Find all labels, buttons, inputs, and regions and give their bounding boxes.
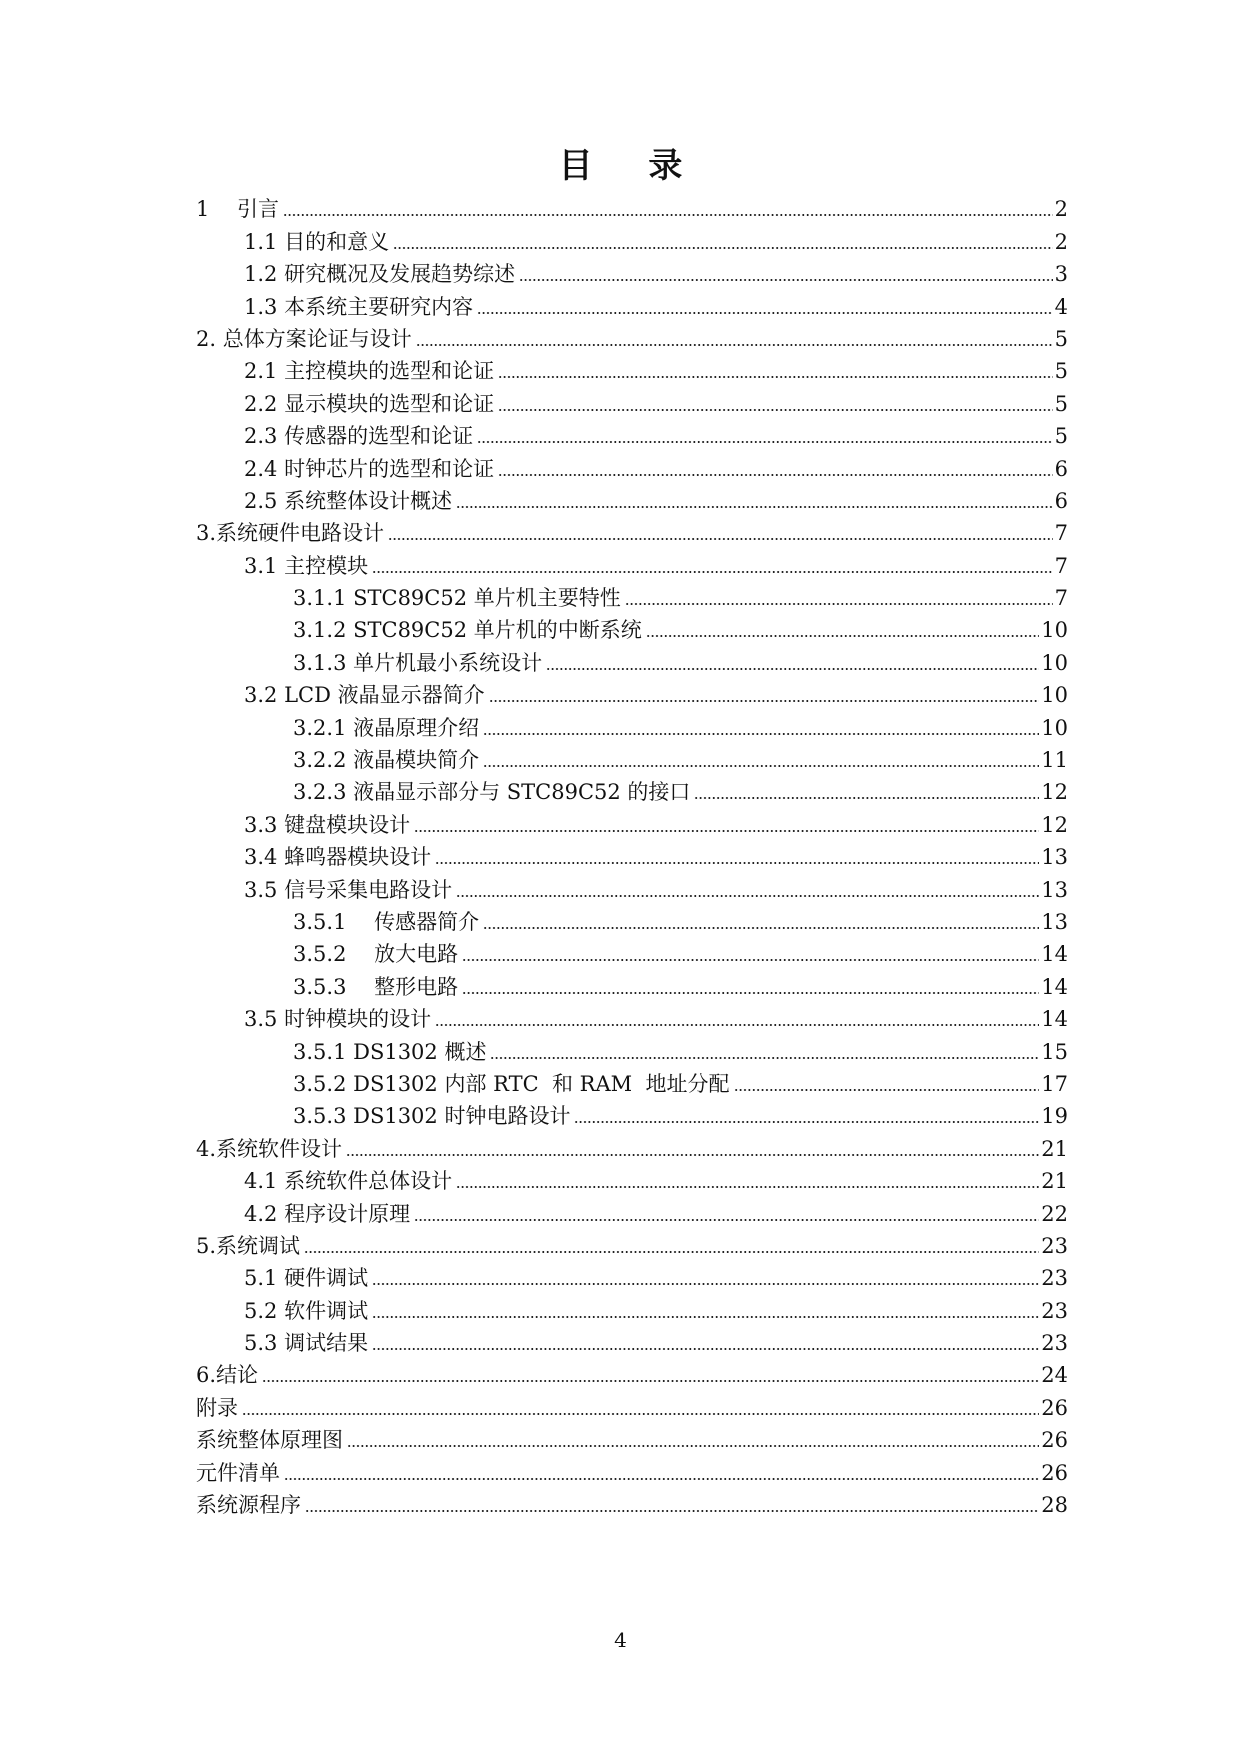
toc-entry[interactable] [196,708,1068,740]
toc-entry-number: 2.1 [244,359,285,384]
dot-leader [283,213,1053,217]
toc-entry-label: 结论 [216,1363,259,1388]
toc-entry-page: 13 [1041,845,1068,870]
toc-entry-page: 14 [1041,1007,1068,1032]
dot-leader [498,408,1053,412]
toc-entry-page: 7 [1054,586,1068,611]
toc-entry[interactable] [196,1032,1068,1064]
dot-leader [574,1120,1039,1124]
dot-leader [462,958,1039,962]
toc-entry-label: DS1302 时钟电路设计 [353,1104,571,1129]
toc-entry-page: 10 [1041,650,1068,675]
dot-leader [490,1056,1039,1060]
toc-entry[interactable] [196,1388,1068,1420]
toc-entry[interactable] [196,1486,1068,1518]
dot-leader [546,667,1039,671]
dot-leader [489,699,1040,703]
toc-entry-label: STC89C52 单片机主要特性 [353,586,621,611]
toc-entry-label: 系统调试 [216,1233,301,1258]
toc-entry-number: 1.3 [244,294,285,319]
dot-leader [483,926,1039,930]
toc-entry-number: 2.2 [244,391,285,416]
toc-entry-number: 2. [196,326,223,351]
toc-entry-page: 14 [1041,942,1068,967]
toc-entry-page: 23 [1041,1266,1068,1291]
toc-entry[interactable] [196,1162,1068,1194]
toc-entry-page: 7 [1054,521,1068,546]
toc-entry[interactable] [196,546,1068,578]
toc-entry-page: 10 [1041,683,1068,708]
page-number: 4 [614,1628,627,1652]
dot-leader [498,375,1053,379]
dot-leader [694,796,1039,800]
toc-entry-label: 硬件调试 [284,1266,369,1291]
toc-entry-page: 23 [1041,1298,1068,1323]
toc-entry[interactable] [196,417,1068,449]
toc-entry-label: 元件清单 [196,1460,280,1485]
toc-entry[interactable] [196,1129,1068,1161]
dot-leader [456,894,1039,898]
toc-entry-label: 蜂鸣器模块设计 [284,845,432,870]
toc-entry[interactable] [196,514,1068,546]
dot-leader [284,1477,1039,1481]
toc-entry[interactable] [196,1421,1068,1453]
toc-entry-page: 24 [1041,1363,1068,1388]
dot-leader [393,246,1053,250]
toc-entry-label: 单片机最小系统设计 [353,650,543,675]
toc-entry-label: 程序设计原理 [284,1201,411,1226]
dot-leader [519,278,1053,282]
toc-entry[interactable] [196,482,1068,514]
toc-entry[interactable] [196,1453,1068,1485]
toc-entry-number: 4. [196,1136,217,1161]
toc-entry[interactable] [196,870,1068,902]
dot-leader [305,1509,1039,1513]
toc-entry-label: 调试结果 [284,1331,369,1356]
toc-entry-label: 本系统主要研究内容 [284,294,474,319]
toc-entry-page: 10 [1041,715,1068,740]
toc-entry[interactable] [196,967,1068,999]
toc-entry-page: 6 [1054,488,1068,513]
toc-entry[interactable] [196,1291,1068,1323]
toc-entry-number: 3.5.2 [293,942,375,967]
toc-entry-number: 2.3 [244,424,285,449]
toc-entry-page: 7 [1054,553,1068,578]
toc-entry-number: 3.5.3 [293,974,375,999]
toc-entry[interactable] [196,449,1068,481]
toc-entry-number: 3.1 [244,553,285,578]
toc-entry[interactable] [196,1227,1068,1259]
dot-leader [477,440,1053,444]
toc-entry-label: 系统软件总体设计 [284,1169,453,1194]
toc-entry-label: 总体方案论证与设计 [222,326,412,351]
toc-entry-number: 3.1.2 [293,618,354,643]
toc-entry-label: 放大电路 [374,942,459,967]
toc-entry[interactable] [196,741,1068,773]
dot-leader [347,1444,1039,1448]
dot-leader [242,1412,1039,1416]
toc-entry-number: 1.2 [244,262,285,287]
toc-entry[interactable] [196,1324,1068,1356]
toc-entry-label: 键盘模块设计 [284,812,411,837]
dot-leader [477,311,1053,315]
toc-entry-number: 3.2.3 [293,780,354,805]
toc-entry-number: 3.5.2 [293,1071,354,1096]
toc-entry[interactable] [196,838,1068,870]
toc-entry[interactable] [196,255,1068,287]
toc-entry-page: 26 [1041,1460,1068,1485]
toc-entry-label: 系统硬件电路设计 [216,521,385,546]
toc-entry-label: STC89C52 单片机的中断系统 [353,618,642,643]
page-title: 目 录 [558,146,705,186]
toc-entry-number: 3.2.2 [293,748,354,773]
toc-entry[interactable] [196,384,1068,416]
toc-entry-label: 系统整体设计概述 [284,488,453,513]
toc-entry-number: 1.1 [244,229,285,254]
toc-entry-number: 4.2 [244,1201,285,1226]
toc-entry[interactable] [196,676,1068,708]
toc-entry-label: 软件调试 [284,1298,369,1323]
dot-leader [372,1347,1039,1351]
toc-entry-number: 6. [196,1363,217,1388]
toc-entry[interactable] [196,903,1068,935]
toc-entry-page: 17 [1041,1071,1068,1096]
toc-entry-label: 整形电路 [374,974,459,999]
toc-entry-number: 3.1.1 [293,586,354,611]
toc-entry[interactable] [196,222,1068,254]
toc-entry-page: 11 [1041,748,1068,773]
toc-entry-number: 1 [196,197,238,222]
toc-entry-number: 3.2 [244,683,285,708]
toc-entry-page: 26 [1041,1395,1068,1420]
toc-entry-page: 3 [1054,262,1068,287]
toc-entry-page: 2 [1054,197,1068,222]
toc-entry-label: 液晶显示部分与 STC89C52 的接口 [353,780,691,805]
toc-entry-page: 23 [1041,1331,1068,1356]
toc-entry-page: 23 [1041,1233,1068,1258]
toc-entry-page: 13 [1041,877,1068,902]
dot-leader [262,1379,1039,1383]
dot-leader [372,1282,1039,1286]
dot-leader [414,1218,1039,1222]
toc-entry[interactable] [196,190,1068,222]
toc-entry-page: 6 [1054,456,1068,481]
dot-leader [304,1250,1039,1254]
toc-entry[interactable] [196,773,1068,805]
toc-entry-number: 3.5.3 [293,1104,354,1129]
dot-leader [646,634,1040,638]
toc-entry-label: 系统整体原理图 [196,1428,343,1453]
toc-entry-label: 附录 [196,1395,238,1420]
toc-entry-number: 4.1 [244,1169,285,1194]
dot-leader [372,570,1053,574]
toc-entry-label: LCD 液晶显示器简介 [284,683,485,708]
toc-entry-label: 系统源程序 [196,1493,301,1518]
toc-entry[interactable] [196,1194,1068,1226]
toc-entry[interactable] [196,1065,1068,1097]
toc-entry-number: 3.3 [244,812,285,837]
toc-entry-page: 26 [1041,1428,1068,1453]
toc-entry-page: 14 [1041,974,1068,999]
toc-entry[interactable] [196,1097,1068,1129]
toc-entry-number: 3.5.1 [293,1039,354,1064]
toc-entry-page: 10 [1041,618,1068,643]
toc-entry-label: 传感器简介 [374,909,480,934]
toc-entry[interactable] [196,611,1068,643]
toc-entry-label: 显示模块的选型和论证 [284,391,495,416]
dot-leader [346,1153,1039,1157]
toc-entry-page: 21 [1041,1136,1068,1161]
toc-entry-page: 5 [1054,424,1068,449]
dot-leader [734,1088,1040,1092]
dot-leader [625,602,1053,606]
toc-entry-page: 28 [1041,1493,1068,1518]
toc-entry-label: 时钟芯片的选型和论证 [284,456,495,481]
toc-entry[interactable] [196,1000,1068,1032]
toc-entry-label: 主控模块 [284,553,369,578]
toc-entry-label: 系统软件设计 [216,1136,343,1161]
toc-entry-label: 液晶模块简介 [353,748,480,773]
toc-entry-number: 3.1.3 [293,650,354,675]
toc-entry-page: 5 [1054,391,1068,416]
toc-entry-number: 5. [196,1233,217,1258]
toc-entry-number: 5.3 [244,1331,285,1356]
toc-entry-number: 3.2.1 [293,715,354,740]
dot-leader [498,473,1053,477]
toc-entry[interactable] [196,1356,1068,1388]
toc-entry-number: 2.4 [244,456,285,481]
dot-leader [435,1023,1039,1027]
dot-leader [388,537,1053,541]
toc-entry-number: 3.4 [244,845,285,870]
toc-entry-number: 3.5 [244,1007,285,1032]
dot-leader [456,1185,1039,1189]
toc-entry-label: 主控模块的选型和论证 [284,359,495,384]
toc-entry-page: 13 [1041,909,1068,934]
toc-entry-number: 5.1 [244,1266,285,1291]
toc-entry[interactable] [196,352,1068,384]
toc-entry-label: 引言 [237,197,280,222]
dot-leader [456,505,1053,509]
toc-entry-page: 5 [1054,326,1068,351]
toc-entry-page: 22 [1041,1201,1068,1226]
dot-leader [483,732,1039,736]
toc-entry[interactable] [196,287,1068,319]
toc-entry[interactable] [196,579,1068,611]
toc-entry[interactable] [196,1259,1068,1291]
toc-entry-label: 目的和意义 [284,229,390,254]
toc-entry-label: 信号采集电路设计 [284,877,453,902]
toc-entry-number: 3.5 [244,877,285,902]
toc-entry-label: 时钟模块的设计 [284,1007,432,1032]
toc-entry[interactable] [196,643,1068,675]
table-of-contents [196,190,1068,1518]
toc-entry[interactable] [196,320,1068,352]
toc-entry-label: DS1302 内部 RTC 和 RAM 地址分配 [353,1071,730,1096]
dot-leader [372,1315,1039,1319]
toc-entry-page: 21 [1041,1169,1068,1194]
dot-leader [435,861,1039,865]
toc-entry-page: 19 [1041,1104,1068,1129]
toc-entry-number: 3. [196,521,217,546]
toc-entry-number: 2.5 [244,488,285,513]
dot-leader [483,764,1039,768]
toc-entry-label: DS1302 概述 [353,1039,487,1064]
toc-entry-page: 4 [1054,294,1068,319]
dot-leader [416,343,1053,347]
toc-entry-label: 液晶原理介绍 [353,715,480,740]
dot-leader [414,829,1039,833]
toc-entry-page: 5 [1054,359,1068,384]
toc-entry[interactable] [196,805,1068,837]
toc-entry[interactable] [196,935,1068,967]
toc-entry-number: 3.5.1 [293,909,375,934]
dot-leader [462,991,1039,995]
toc-entry-number: 5.2 [244,1298,285,1323]
toc-entry-page: 2 [1054,229,1068,254]
toc-entry-label: 传感器的选型和论证 [284,424,474,449]
toc-entry-label: 研究概况及发展趋势综述 [284,262,516,287]
toc-entry-page: 12 [1041,780,1068,805]
toc-entry-page: 15 [1041,1039,1068,1064]
toc-entry-page: 12 [1041,812,1068,837]
